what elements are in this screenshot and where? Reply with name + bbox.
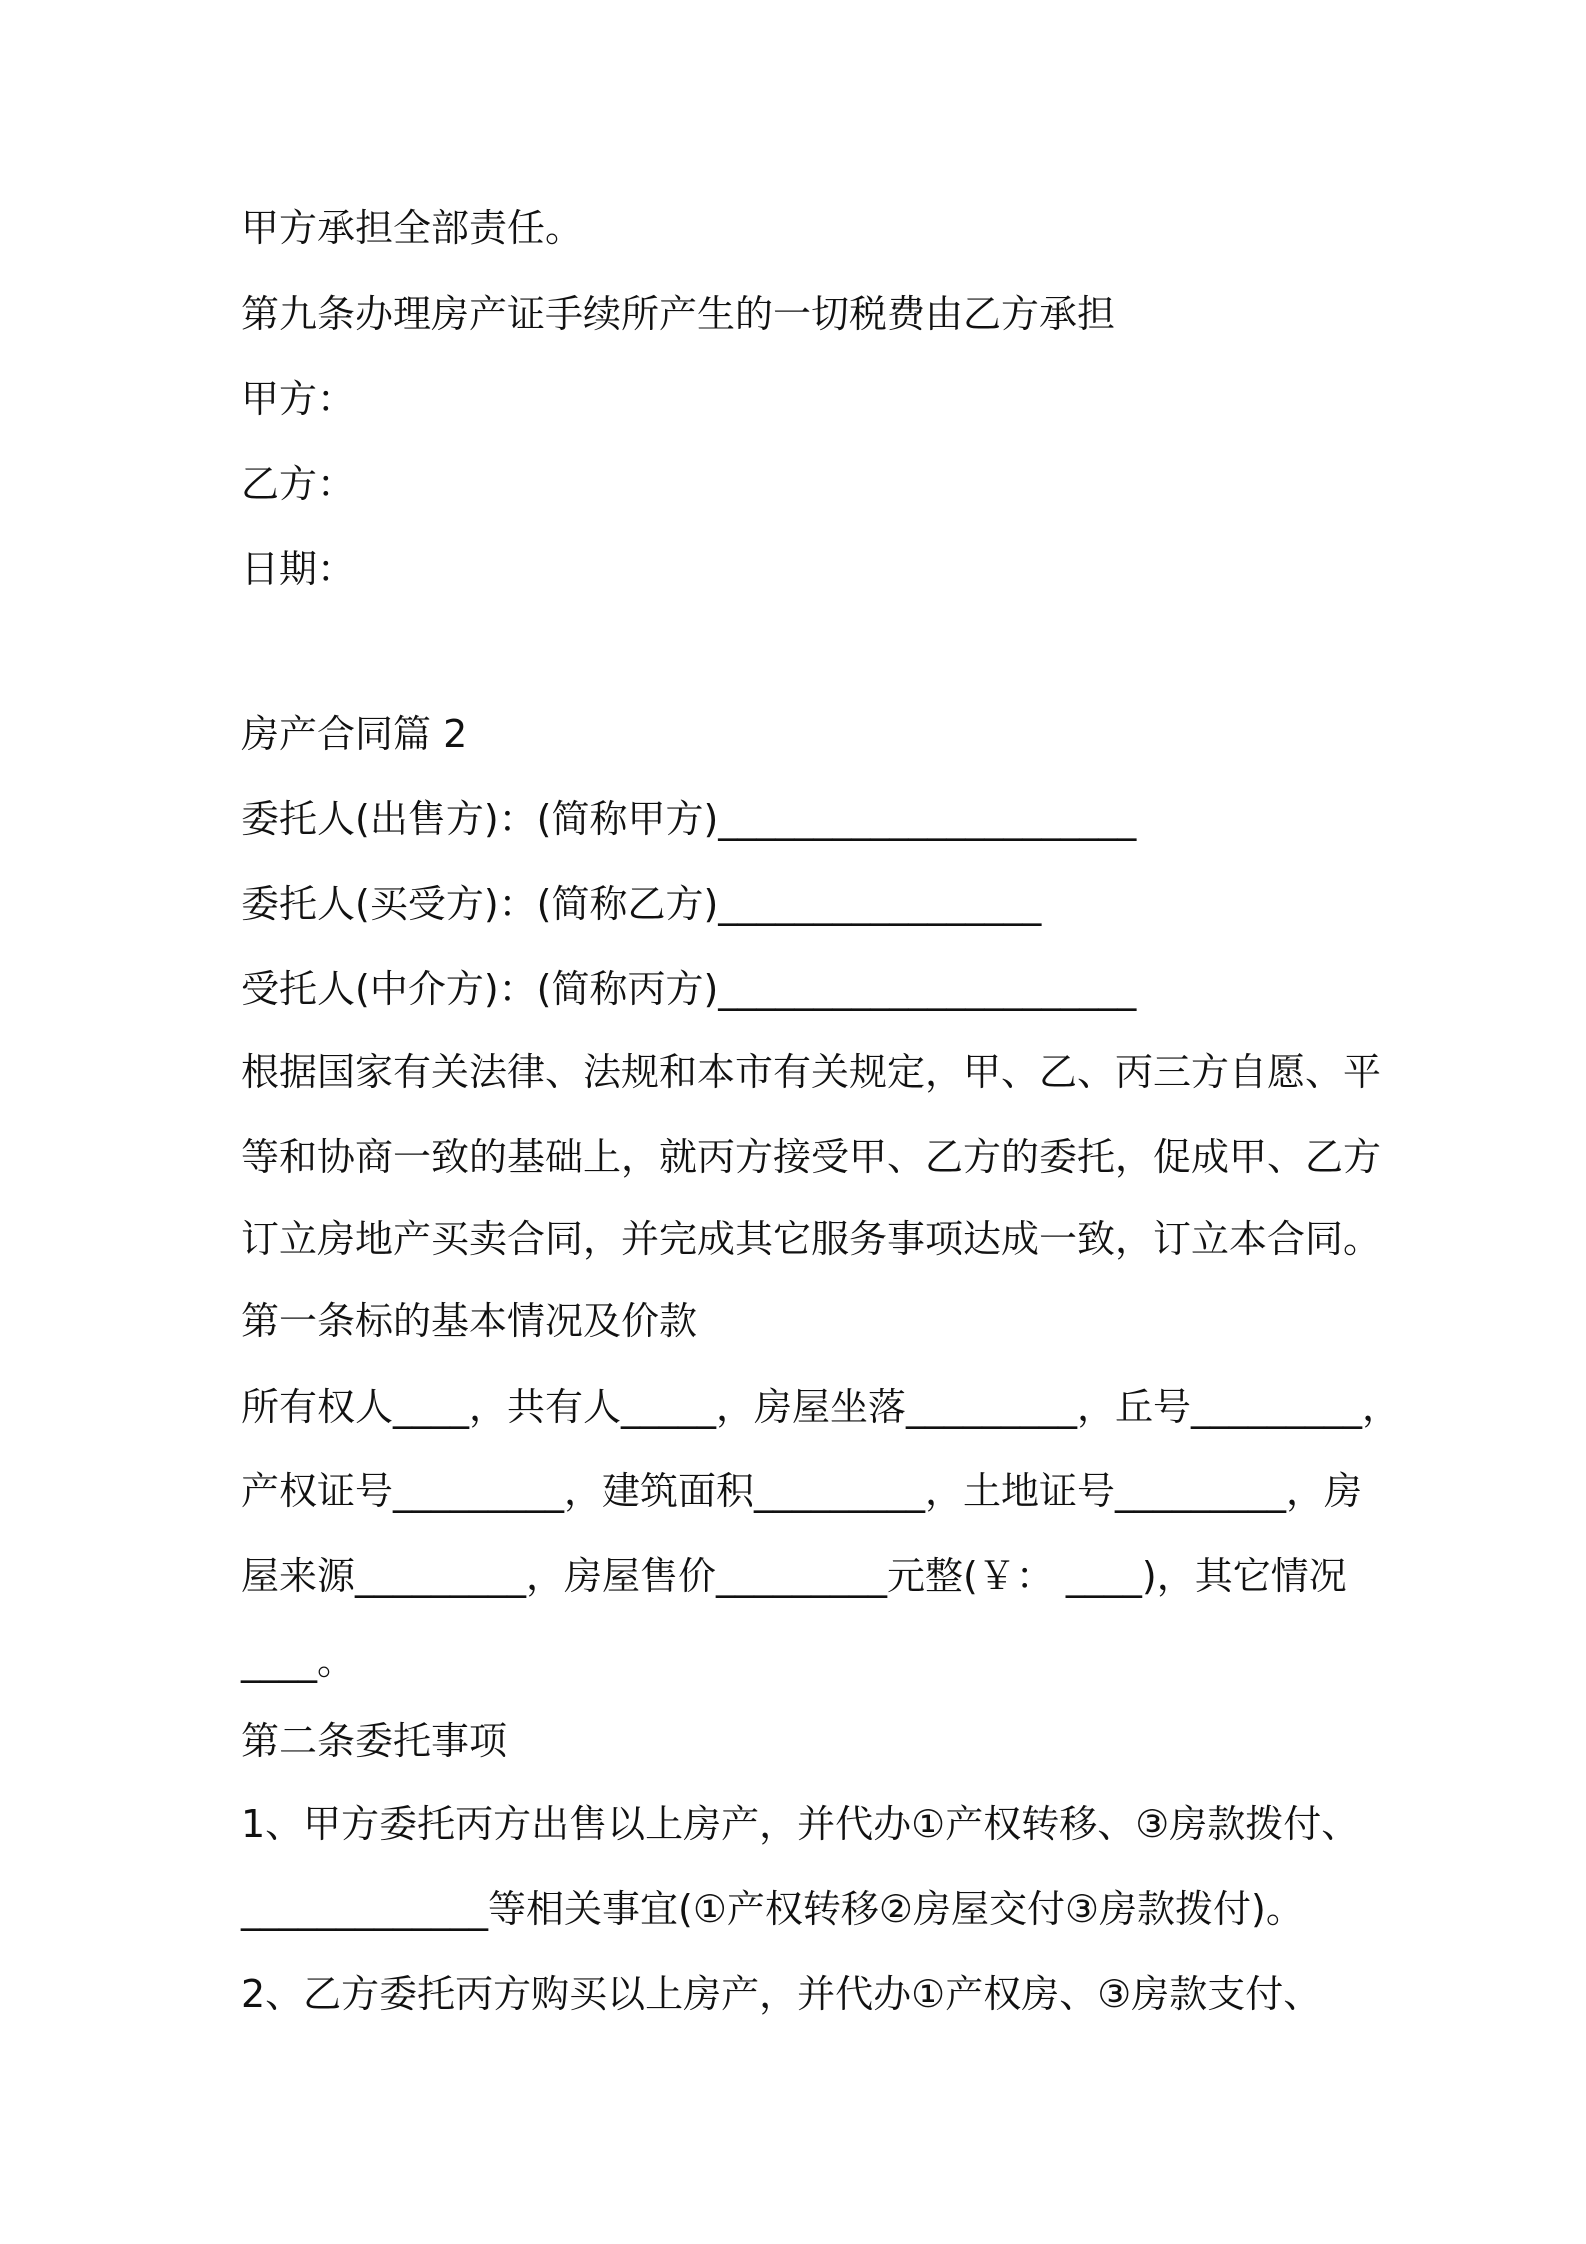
article-1-title: 第一条标的基本情况及价款 bbox=[241, 1299, 698, 1343]
preamble-line-3: 订立房地产买卖合同，并完成其它服务事项达成一致，订立本合同。 bbox=[241, 1217, 1382, 1261]
party-a-signature-label: 甲方： bbox=[241, 377, 356, 421]
seller-line: 委托人(出售方)：(简称甲方)______________________ bbox=[241, 797, 1137, 841]
article-1-line-2: 产权证号_________，建筑面积_________，土地证号_________，房 bbox=[241, 1469, 1363, 1513]
article-1-line-3: 屋来源_________，房屋售价_________元整(￥： ____)，其它情况 bbox=[241, 1554, 1347, 1598]
article-2-item-1-line-2: _____________等相关事宜(①产权转移②房屋交付③房款拨付)。 bbox=[241, 1887, 1304, 1931]
party-b-signature-label: 乙方： bbox=[241, 462, 356, 506]
article-9-line: 第九条办理房产证手续所产生的一切税费由乙方承担 bbox=[241, 292, 1116, 336]
preamble-line-2: 等和协商一致的基础上，就丙方接受甲、乙方的委托，促成甲、乙方 bbox=[241, 1135, 1382, 1179]
article-2-title: 第二条委托事项 bbox=[241, 1719, 508, 1763]
agent-line: 受托人(中介方)：(简称丙方)______________________ bbox=[241, 967, 1137, 1011]
article-1-line-4: ____。 bbox=[241, 1639, 356, 1683]
buyer-line: 委托人(买受方)：(简称乙方)_________________ bbox=[241, 882, 1042, 926]
section-title: 房产合同篇 2 bbox=[241, 712, 468, 756]
date-label: 日期： bbox=[241, 547, 356, 591]
preamble-line-1: 根据国家有关法律、法规和本市有关规定，甲、乙、丙三方自愿、平 bbox=[241, 1050, 1382, 1094]
article-1-line-1: 所有权人____，共有人_____，房屋坐落_________，丘号_________， bbox=[241, 1385, 1401, 1429]
article-2-item-2-line-1: 2、乙方委托丙方购买以上房产，并代办①产权房、③房款支付、 bbox=[241, 1972, 1322, 2016]
text-line-1: 甲方承担全部责任。 bbox=[241, 206, 584, 250]
article-2-item-1-line-1: 1、甲方委托丙方出售以上房产，并代办①产权转移、③房款拨付、 bbox=[241, 1802, 1360, 1846]
